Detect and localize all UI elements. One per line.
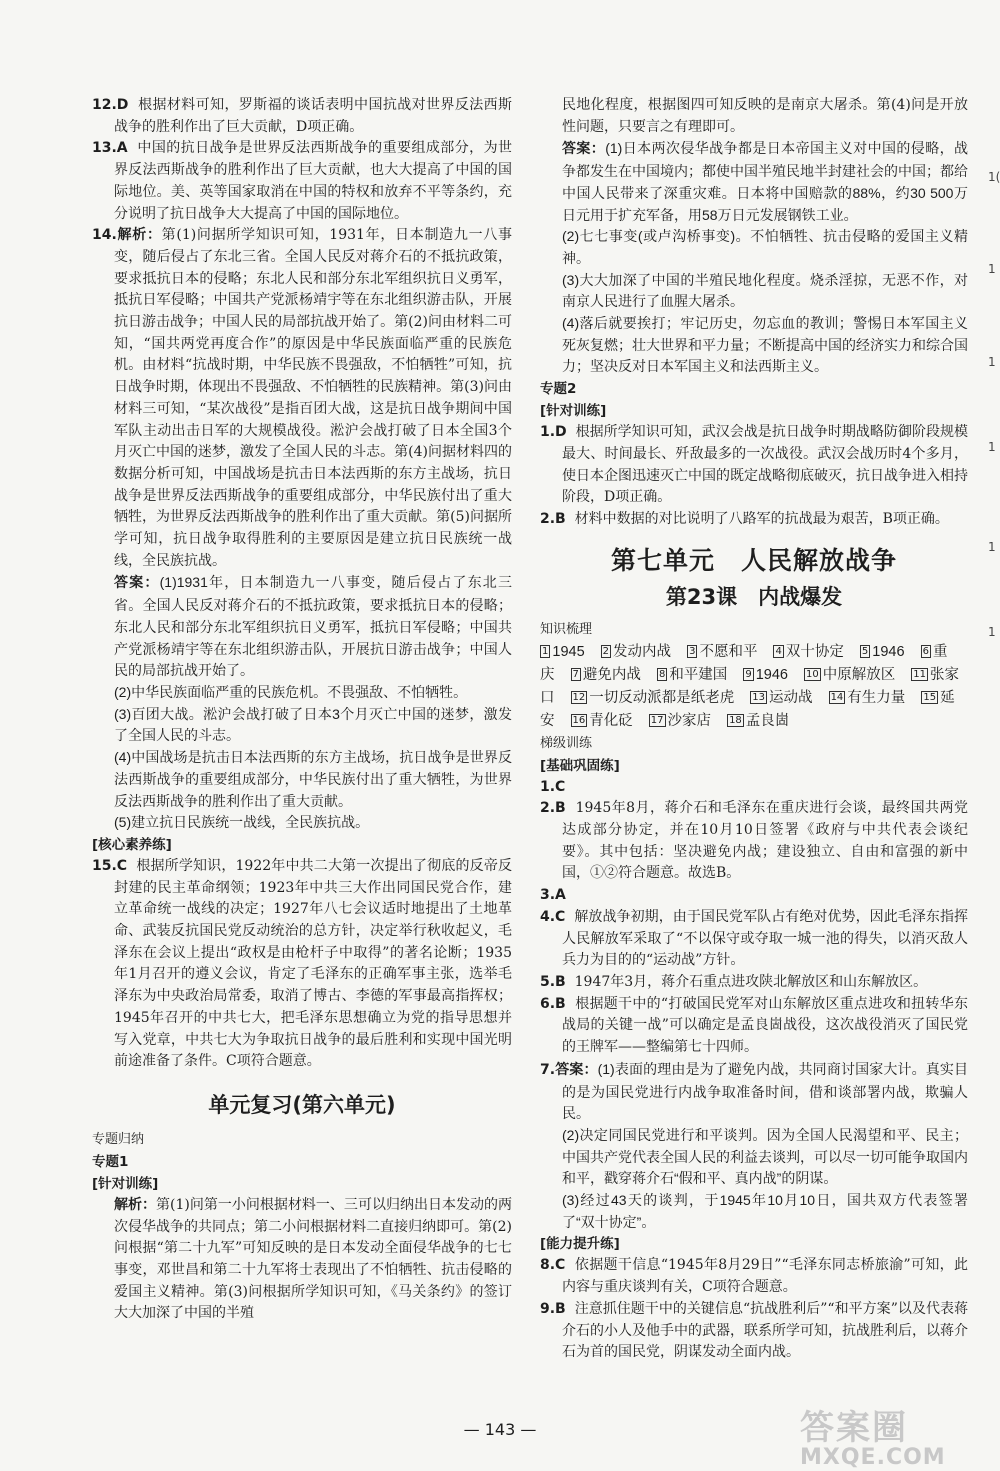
- knowledge-point-item: [571, 713, 633, 729]
- knowledge-point-item: [829, 690, 906, 706]
- knowledge-point-number: 18: [729, 714, 742, 726]
- answer-b7-part1: 7.答案：(1)表面的理由是为了避免内战，共同商讨国家大计。真实目的是为国民党进行内战争取准备时间，借和谈部署内战，欺骗人民。: [540, 1060, 969, 1122]
- answer-b7-part3: (3)经过43天的谈判，于1945年10月10日，国共双方代表签署了“双十协定”。: [562, 1192, 968, 1230]
- topic1-analysis-continued: 民地化程度，根据图四可知反映的是南京大屠杀。第(4)问是开放性问题，只要言之有理即可。: [562, 97, 968, 135]
- answer-b7-part2: (2)决定同国民党进行和平谈判。因为全国人民渴望和平、民主；中国共产党代表全国人民的利益去谈判，可以尽一切可能争取国内和平，戳穿蒋介石“假和平、真内战”的阴谋。: [562, 1126, 968, 1187]
- basic-practice-heading: [基础巩固练]: [540, 757, 620, 774]
- knowledge-point-number: 1: [542, 645, 549, 657]
- topic1-answer-part1: 答案：(1)日本两次侵华战争都是日本帝国主义对中国的侵略，战争都发生在中国境内；都使中国半殖民地半封建社会的中国；都给中国人民带来了深重灾难。日本将中国赔款的88%，约30 500万日元用于扩充军备，用58万日元发展钢铁工业。: [562, 140, 969, 223]
- targeted-training-heading: [针对训练]: [92, 1175, 159, 1192]
- knowledge-point-item: [649, 713, 711, 729]
- knowledge-point-number: 14: [830, 691, 844, 703]
- knowledge-point-number: 17: [650, 714, 664, 726]
- section-core-literacy: [核心素养练]: [92, 836, 172, 853]
- knowledge-point-text: 1945: [552, 643, 585, 660]
- knowledge-point-number: 4: [775, 645, 782, 657]
- knowledge-point-number: 15: [923, 691, 937, 703]
- knowledge-point-text: 不愿和平: [699, 643, 758, 660]
- knowledge-point-text: 双十协定: [785, 643, 844, 660]
- answer-q14-part2: (2)中华民族面临严重的民族危机。不畏强敌、不怕牺牲。: [114, 683, 468, 700]
- knowledge-point-item: [727, 713, 789, 729]
- knowledge-point-item: [687, 644, 757, 660]
- knowledge-points: [540, 641, 968, 733]
- knowledge-point-text: 发动内战: [613, 643, 672, 660]
- knowledge-point-number: 6: [922, 645, 929, 657]
- knowledge-point-text: 运动战: [769, 689, 813, 706]
- answer-b1: 1.C: [540, 778, 566, 795]
- knowledge-point-text: 张家口: [540, 666, 960, 706]
- knowledge-point-item: [540, 644, 585, 660]
- unit-review-title: 单元复习(第六单元): [208, 1092, 396, 1117]
- knowledge-point-number: 9: [745, 668, 752, 680]
- answer-q13: 13.A 中国的抗日战争是世界反法西斯战争的重要组成部分，为世界反法西斯战争的胜利作出了巨大贡献，也大大提高了中国的国际地位。美、英等国家取消在中国的特权和放弃不平等条约，充分说明了抗日战争大大提高了中国的国际地位。: [92, 140, 512, 222]
- topic-summary-heading: 专题归纳: [92, 1131, 145, 1147]
- left-column: [92, 95, 512, 1325]
- knowledge-point-text: 中原解放区: [822, 666, 896, 683]
- answer-b4: 4.C 解放战争初期，由于国民党军队占有绝对优势，因此毛泽东指挥人民解放军采取了“不以保守或夺取一城一池的得失，以消灭敌人兵力为目的的“运动战”方针。: [540, 908, 969, 969]
- answer-b3: 3.A: [540, 887, 566, 904]
- knowledge-point-text: 重庆: [540, 643, 948, 683]
- edge-mark: 1: [988, 625, 996, 639]
- knowledge-point-number: 8: [658, 668, 666, 680]
- unit-title: 第七单元 人民解放战争: [610, 545, 897, 575]
- knowledge-point-number: 12: [572, 691, 586, 703]
- knowledge-point-number: 10: [806, 668, 819, 680]
- watermark: [800, 1400, 946, 1470]
- right-column: [540, 95, 968, 1364]
- answer-b6: 6.B 根据题干中的“打破国民党军对山东解放区重点进攻和扭转华东战局的关键一战”可以确定是孟良崮战役，这次战役消灭了国民党的王牌军——整编第七十四师。: [540, 995, 968, 1056]
- knowledge-point-text: 青化砭: [589, 712, 633, 729]
- knowledge-point-item: [773, 644, 843, 660]
- knowledge-point-number: 7: [572, 668, 579, 680]
- knowledge-point-number: 16: [572, 714, 586, 726]
- knowledge-point-number: 11: [913, 668, 927, 680]
- topic2-answer-1: 1.D 根据所学知识可知，武汉会战是抗日战争时期战略防御阶段规模最大、时间最长、歼敌最多的一次战役。武汉会战历时4个多月，使日本企图迅速灭亡中国的既定战略彻底破灭，抗日战争进入相持阶段，D项正确。: [540, 424, 969, 506]
- page-number: — 143 —: [463, 1420, 537, 1439]
- knowledge-point-item: [750, 690, 812, 706]
- knowledge-point-text: 沙家店: [667, 712, 712, 729]
- knowledge-point-text: 和平建国: [669, 666, 728, 683]
- answer-q12: 12.D 根据材料可知，罗斯福的谈话表明中国抗战对世界反法西斯战争的胜利作出了巨大贡献，D项正确。: [92, 97, 513, 135]
- knowledge-point-item: [657, 667, 727, 683]
- knowledge-point-item: [743, 667, 788, 683]
- watermark-logo: 答案圈: [800, 1408, 908, 1448]
- answer-q14-part3: (3)百团大战。淞沪会战打破了日本3个月灭亡中国的迷梦，激发了全国人民的斗志。: [114, 705, 512, 744]
- lesson-title: 第23课 内战爆发: [665, 584, 843, 609]
- topic2-heading: 专题2: [540, 381, 577, 398]
- knowledge-point-text: 避免内战: [582, 666, 641, 683]
- answer-q14-part5: (5)建立抗日民族统一战线，全民族抗战。: [114, 814, 370, 831]
- knowledge-point-item: [571, 667, 641, 683]
- answer-q14-part1: 答案：(1)1931年，日本制造九一八事变，随后侵占了东北三省。全国人民反对蒋介石的不抵抗政策，要求抵抗日本的侵略；东北人民和部分东北军组织抗日义勇军，抵抗日军侵略；中国共产党派杨靖宇等在东北组织游击队，开展抗日游击战争；中国人民的局部抗战开始了。: [114, 574, 512, 679]
- knowledge-point-text: 1946: [755, 666, 788, 683]
- ability-practice-heading: [能力提升练]: [540, 1236, 620, 1253]
- ladder-training-heading: 梯级训练: [540, 735, 593, 751]
- knowledge-point-text: 有生力量: [847, 689, 906, 706]
- knowledge-point-text: 孟良崮: [745, 712, 790, 729]
- knowledge-point-item: [860, 644, 905, 660]
- topic1-heading: 专题1: [92, 1153, 129, 1170]
- topic1-answer-part4: (4)落后就要挨打；牢记历史，勿忘血的教训；警惕日本军国主义死灰复燃；壮大世界和平力量；不断提高中国的经济实力和综合国力；坚决反对日本军国主义和法西斯主义。: [562, 315, 968, 375]
- knowledge-point-item: [571, 690, 735, 706]
- knowledge-point-item: [804, 667, 895, 683]
- knowledge-heading: 知识梳理: [540, 621, 593, 637]
- knowledge-point-item: [601, 644, 671, 660]
- topic1-answer-part2: (2)七七事变(或卢沟桥事变)。不怕牺牲、抗击侵略的爱国主义精神。: [562, 228, 968, 266]
- knowledge-point-text: 一切反动派都是纸老虎: [589, 689, 735, 706]
- edge-mark: 1(: [988, 170, 1000, 184]
- answer-q15: 15.C 根据所学知识，1922年中共二大第一次提出了彻底的反帝反封建的民主革命纲领；1923年中共三大作出同国民党合作，建立革命统一战线的决定；1927年八七会议适时地提出了土地革命、武装反抗国民党反动统治的总方针，决定举行秋收起义，毛泽东在会议上提出“政权是由枪杆子中取得”的著名论断；1935年1月召开的遵义会议，肯定了毛泽东的正确军事主张，选举毛泽东为中央政治局常委，取消了博古、李德的军事最高指挥权；1945年召开的中共七大，把毛泽东思想确立为党的指导思想并写入党章，中共七大为争取抗日战争的最后胜利和实现中国光明前途准备了条件。C项符合题意。: [92, 857, 512, 1070]
- edge-mark: 1: [988, 262, 996, 276]
- edge-mark: 1: [988, 355, 996, 369]
- knowledge-point-number: 2: [602, 645, 610, 657]
- answer-q14-analysis: 14.解析：第(1)问据所学知识可知，1931年，日本制造九一八事变，随后侵占了东北三省。全国人民反对蒋介石的不抵抗政策，要求抵抗日本的侵略；东北人民和部分东北军组织抗日义勇军，抵抗日军侵略；中国共产党派杨靖宇等在东北组织游击队，开展抗日游击战争；中国人民的局部抗战开始了。第(2)问由材料二可知，“国共两党再度合作”的原因是中华民族面临严重的民族危机。由材料“抗战时期，中华民族不畏强敌，不怕牺牲”可知，抗日战争时期，体现出不畏强敌、不怕牺牲的民族精神。第(3)问由材料三可知，“某次战役”是指百团大战，这是抗日战争期间中国军队主动出击日军的大规模战役。淞沪会战打破了日本全国3个月灭亡中国的迷梦，激发了全国人民的斗志。第(4)问据材料四的数据分析可知，中国战场是抗击日本法西斯的东方主战场，抗日战争是世界反法西斯战争的重要组成部分，中华民族付出了重大牺牲，为世界反法西斯战争的胜利作出了重大贡献。第(5)问据所学可知，抗日战争取得胜利的主要原因是建立抗日民族统一战线，全民族抗战。: [92, 227, 512, 569]
- topic2-answer-2: 2.B 材料中数据的对比说明了八路军的抗战最为艰苦，B项正确。: [540, 510, 949, 527]
- knowledge-point-text: 延安: [540, 689, 955, 729]
- knowledge-point-number: 13: [752, 691, 766, 703]
- topic1-answer-part3: (3)大大加深了中国的半殖民地化程度。烧杀淫掠，无恶不作，对南京人民进行了血腥大屠杀。: [562, 271, 968, 310]
- edge-mark: 1: [988, 440, 996, 454]
- answer-b8: 8.C 依据题干信息“1945年8月29日”“毛泽东同志桥旅渝”可知，此内容与重庆谈判有关，C项符合题意。: [540, 1257, 969, 1296]
- topic1-analysis: 解析：第(1)问第一小问根据材料一、三可以归纳出日本发动的两次侵华战争的共同点；第二小问根据材料二直接归纳即可。第(2)问根据“第二十九军”可知反映的是日本发动全面侵华战争的七七事变，邓世昌和第二十九军将士表现出了不怕牺牲、抗击侵略的爱国主义精神。第(3)问根据所学知识可知，《马关条约》的签订大大加深了中国的半殖: [114, 1196, 512, 1322]
- answer-q14-part4: (4)中国战场是抗击日本法西斯的东方主战场，抗日战争是世界反法西斯战争的重要组成部分，中华民族付出了重大牺牲，为世界反法西斯战争的胜利作出了重大贡献。: [114, 749, 512, 809]
- knowledge-point-text: 1946: [872, 643, 905, 660]
- answer-b5: 5.B 1947年3月，蒋介石重点进攻陕北解放区和山东解放区。: [540, 973, 928, 990]
- watermark-url: MXQE.COM: [800, 1445, 946, 1470]
- answer-b9: 9.B 注意抓住题干中的关键信息“抗战胜利后”“和平方案”以及代表蒋介石的小人及他手中的武器，联系所学可知，抗战胜利后，以蒋介石为首的国民党，阴谋发动全面内战。: [540, 1300, 968, 1361]
- knowledge-point-number: 5: [861, 645, 869, 657]
- edge-mark: 1: [988, 540, 996, 554]
- knowledge-point-number: 3: [689, 645, 696, 657]
- answer-b2: 2.B 1945年8月，蒋介石和毛泽东在重庆进行会谈，最终国共两党达成部分协定，并在10月10日签署《政府与中共代表会谈纪要》。其中包括：坚决避免内战；建设独立、自由和富强的新中国，①②符合题意。故选B。: [540, 800, 968, 882]
- targeted-training-heading-2: [针对训练]: [540, 403, 607, 420]
